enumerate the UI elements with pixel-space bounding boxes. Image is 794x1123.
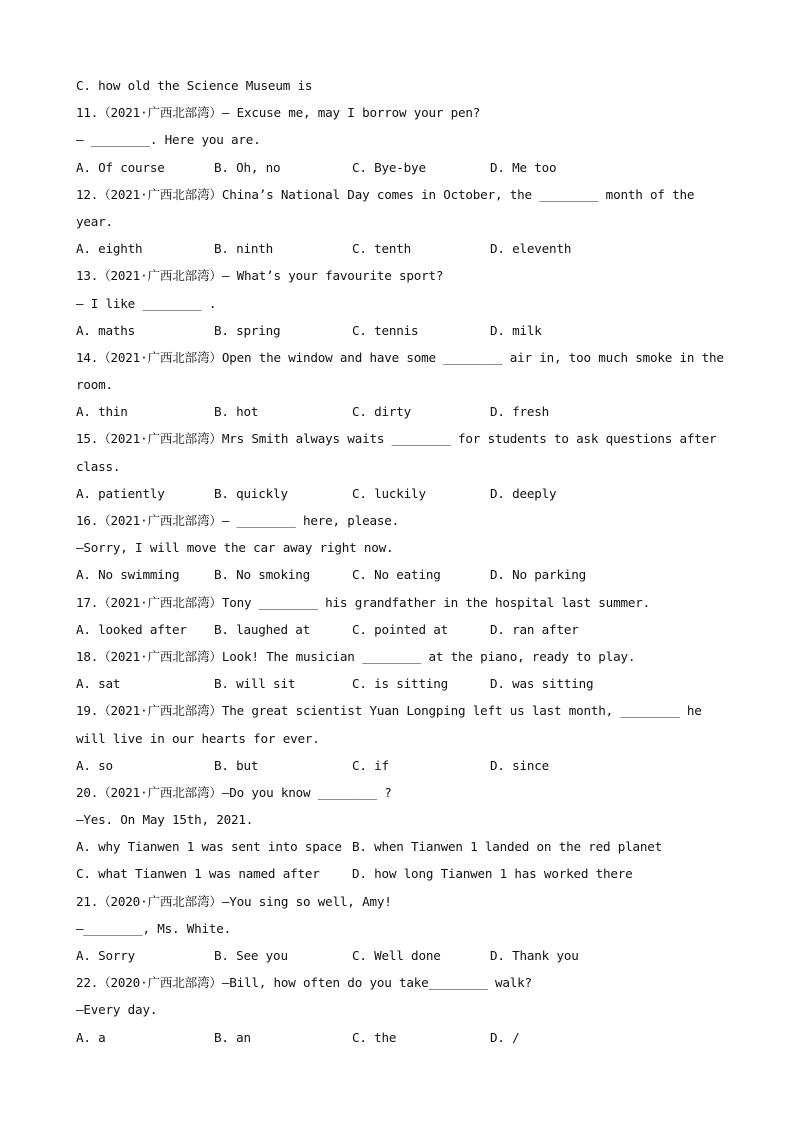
answer-option: D. Me too	[490, 159, 557, 175]
answer-option: B. but	[214, 757, 259, 773]
answer-option: C. tenth	[352, 241, 412, 257]
answer-option: D. deeply	[490, 485, 557, 501]
answer-option: B. laughed at	[214, 621, 310, 637]
question-line: — ________. Here you are.	[76, 132, 261, 148]
answer-option: D. /	[490, 1029, 520, 1045]
question-line: C. how old the Science Museum is	[76, 78, 313, 93]
answer-option: C. Bye-bye	[352, 159, 426, 175]
answer-option: C. luckily	[352, 485, 426, 501]
answer-option: C. is sitting	[352, 676, 448, 692]
answer-options	[76, 1024, 736, 1051]
answer-option: C. the	[352, 1029, 397, 1045]
question-line: —________, Ms. White.	[76, 920, 232, 936]
answer-option: D. how long Tianwen 1 has worked there	[352, 866, 633, 882]
answer-option: D. milk	[490, 322, 542, 338]
answer-option: A. sat	[76, 676, 121, 692]
answer-option: C. pointed at	[352, 621, 448, 637]
answer-options	[76, 480, 736, 507]
answer-option: C. No eating	[352, 567, 441, 583]
answer-option: A. so	[76, 757, 113, 773]
answer-option: D. ran after	[490, 621, 579, 637]
answer-options	[76, 942, 736, 969]
answer-option: B. ninth	[214, 241, 274, 257]
question-line: 18.（2021·广西北部湾）Look! The musician ________ at the piano, ready to play.	[76, 648, 636, 664]
answer-option: A. thin	[76, 404, 128, 420]
answer-option: D. was sitting	[490, 676, 594, 692]
question-line: 21.（2020·广西北部湾）—You sing so well, Amy!	[76, 893, 392, 909]
answer-option: D. fresh	[490, 404, 550, 420]
answer-option: A. Sorry	[76, 948, 136, 963]
question-line: year.	[76, 213, 113, 229]
answer-option: B. hot	[214, 404, 259, 420]
answer-option: B. an	[214, 1029, 251, 1045]
answer-option: B. No smoking	[214, 567, 310, 583]
question-line: 12.（2021·广西北部湾）China’s National Day comes in October, the ________ month of the	[76, 186, 695, 202]
answer-option: C. if	[352, 757, 389, 773]
question-line: 17.（2021·广西北部湾）Tony ________ his grandfather in the hospital last summer.	[76, 594, 650, 610]
answer-options	[76, 833, 736, 860]
answer-options	[76, 154, 736, 181]
question-line: 20.（2021·广西北部湾）—Do you know ________ ?	[76, 784, 392, 800]
answer-option: C. what Tianwen 1 was named after	[76, 866, 320, 882]
answer-option: A. a	[76, 1029, 106, 1045]
question-line: will live in our hearts for ever.	[76, 730, 320, 746]
question-line: 15.（2021·广西北部湾）Mrs Smith always waits ________ for students to ask questions after	[76, 431, 717, 447]
answer-options	[76, 317, 736, 344]
question-line: 22.（2020·广西北部湾）—Bill, how often do you take________ walk?	[76, 975, 532, 991]
answer-options	[76, 860, 736, 887]
answer-options	[76, 398, 736, 425]
answer-option: B. will sit	[214, 676, 296, 692]
question-line: 16.（2021·广西北部湾）— ________ here, please.	[76, 513, 399, 528]
question-line: room.	[76, 377, 113, 393]
answer-option: B. when Tianwen 1 landed on the red planet	[352, 839, 663, 855]
answer-option: A. why Tianwen 1 was sent into space	[76, 839, 342, 855]
answer-options	[76, 616, 736, 643]
question-line: 19.（2021·广西北部湾）The great scientist Yuan Longping left us last month, ________ he	[76, 703, 702, 719]
question-line: class.	[76, 458, 121, 474]
answer-option: A. Of course	[76, 159, 165, 175]
answer-option: B. quickly	[214, 485, 288, 501]
answer-option: C. tennis	[352, 322, 419, 338]
question-line: —Yes. On May 15th, 2021.	[76, 812, 254, 828]
answer-options	[76, 235, 736, 262]
question-line: 14.（2021·广西北部湾）Open the window and have some ________ air in, too much smoke in the	[76, 349, 724, 365]
answer-options	[76, 561, 736, 588]
answer-option: A. looked after	[76, 621, 187, 637]
answer-option: A. maths	[76, 322, 136, 338]
answer-option: B. Oh, no	[214, 159, 281, 175]
answer-option: A. patiently	[76, 485, 165, 501]
answer-option: C. Well done	[352, 948, 441, 963]
answer-options	[76, 670, 736, 697]
answer-option: C. dirty	[352, 404, 412, 420]
answer-option: B. See you	[214, 948, 288, 963]
answer-option: A. eighth	[76, 241, 143, 257]
question-line: — I like ________ .	[76, 295, 217, 311]
answer-options	[76, 752, 736, 779]
answer-option: B. spring	[214, 322, 281, 338]
answer-option: D. Thank you	[490, 948, 579, 963]
exam-page	[76, 72, 736, 1051]
answer-option: D. eleventh	[490, 241, 572, 257]
question-line: —Every day.	[76, 1002, 158, 1018]
question-line: 11.（2021·广西北部湾）— Excuse me, may I borrow your pen?	[76, 105, 481, 121]
answer-option: D. since	[490, 757, 550, 773]
question-line: —Sorry, I will move the car away right now.	[76, 540, 394, 556]
answer-option: A. No swimming	[76, 567, 180, 583]
question-line: 13.（2021·广西北部湾）— What’s your favourite sport?	[76, 268, 444, 284]
answer-option: D. No parking	[490, 567, 586, 583]
